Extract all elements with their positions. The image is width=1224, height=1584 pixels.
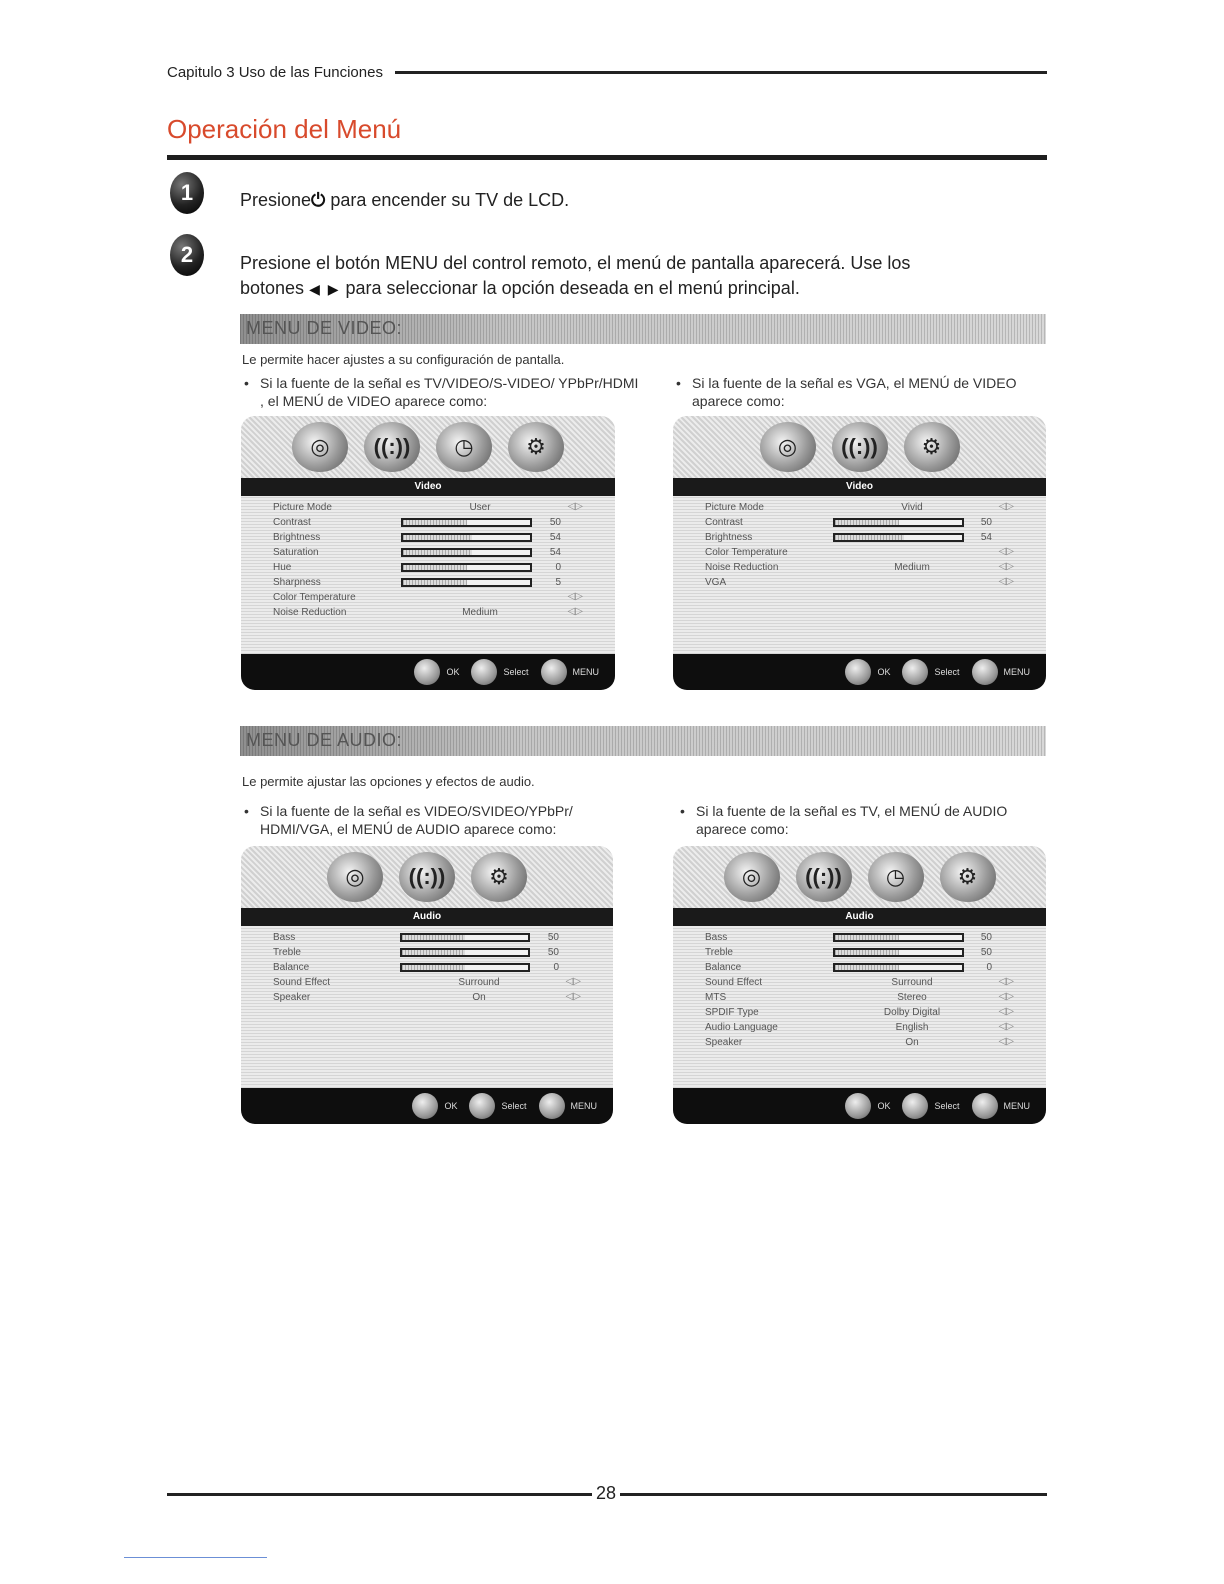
osd-row-label: Contrast: [705, 517, 743, 528]
osd-body: [241, 926, 613, 1088]
osd-slider-fill: [403, 550, 472, 555]
step-2-line2-before: botones: [240, 278, 305, 298]
osd-row-bass[interactable]: [273, 930, 583, 946]
footer-rule-left: [167, 1493, 592, 1496]
bullet-dot: •: [244, 375, 249, 391]
osd-audio-menu-tv: [673, 846, 1046, 1124]
chapter-rule: [395, 71, 1047, 74]
menu-button-icon: [539, 1093, 565, 1119]
osd-row-number: 0: [986, 962, 992, 973]
audio-section-heading: MENU DE AUDIO:: [246, 730, 403, 750]
left-right-arrows-icon: ◁▷: [567, 501, 583, 512]
video-section-desc: Le permite hacer ajustes a su configuración de pantalla.: [242, 352, 565, 367]
osd-audio-menu-av: [241, 846, 613, 1124]
osd-row-value: Stereo: [897, 992, 927, 1003]
osd-row-label: VGA: [705, 577, 727, 588]
osd-row-value: English: [895, 1022, 929, 1033]
audio-bullet-left: [244, 802, 640, 838]
picture-icon: ◎: [760, 422, 816, 472]
ok-button-icon: [845, 1093, 871, 1119]
osd-slider[interactable]: [401, 533, 532, 542]
osd-row-label: Contrast: [273, 517, 311, 528]
osd-row-value: Dolby Digital: [883, 1007, 941, 1018]
osd-slider-fill: [835, 965, 899, 970]
osd-row-label: Speaker: [273, 992, 311, 1003]
osd-title: Audio: [241, 908, 613, 926]
osd-row-sound-effect[interactable]: [273, 975, 583, 991]
chapter-title: Capitulo 3 Uso de las Funciones: [167, 63, 383, 81]
left-right-arrows-icon: ◁▷: [567, 606, 583, 617]
left-right-arrows-icon: ◁▷: [998, 576, 1014, 587]
osd-row-contrast[interactable]: [705, 515, 1016, 531]
osd-video-menu-tv: [241, 416, 615, 690]
picture-icon: ◎: [724, 852, 780, 902]
step-2-line1: Presione el botón MENU del control remoto, el menú de pantalla aparecerá. Use los: [240, 253, 911, 273]
osd-slider[interactable]: [833, 518, 964, 527]
osd-row-color-temperature[interactable]: [705, 545, 1016, 561]
osd-slider-fill: [835, 950, 899, 955]
osd-row-treble[interactable]: [273, 945, 583, 961]
step-2-text: [240, 251, 1030, 302]
osd-row-number: 50: [549, 517, 561, 528]
osd-row-number: 50: [980, 932, 992, 943]
osd-row-label: Saturation: [273, 547, 319, 558]
osd-row-noise-reduction[interactable]: [705, 560, 1016, 576]
osd-row-label: Brightness: [273, 532, 321, 543]
osd-row-label: Treble: [705, 947, 733, 958]
video-bullet-right-text: Si la fuente de la señal es VGA, el MENÚ de VIDEO aparece como:: [692, 375, 1017, 409]
menu-label: MENU: [1003, 1101, 1030, 1111]
osd-title: Audio: [673, 908, 1046, 926]
osd-row-hue[interactable]: [273, 560, 585, 576]
osd-slider-fill: [403, 520, 467, 525]
osd-icon-strip: [673, 846, 1046, 908]
osd-slider[interactable]: [833, 933, 964, 942]
osd-footer: [241, 1088, 613, 1124]
left-right-arrows-icon: ◁▷: [567, 591, 583, 602]
osd-row-spdif-type[interactable]: [705, 1005, 1016, 1021]
audio-bullet-left-text: Si la fuente de la señal es VIDEO/SVIDEO/YPbPr/ HDMI/VGA, el MENÚ de AUDIO aparece como:: [260, 803, 573, 837]
osd-video-menu-vga: [673, 416, 1046, 690]
osd-row-value: User: [469, 502, 491, 513]
footer-rule-right: [620, 1493, 1047, 1496]
picture-icon: ◎: [292, 422, 348, 472]
left-right-arrows-icon: ◁▷: [998, 546, 1014, 557]
osd-title: Video: [673, 478, 1046, 496]
osd-row-label: Sharpness: [273, 577, 321, 588]
osd-row-brightness[interactable]: [705, 530, 1016, 546]
osd-row-noise-reduction[interactable]: [273, 605, 585, 621]
sound-icon: ((:)): [364, 422, 420, 472]
osd-row-value: Medium: [894, 562, 930, 573]
osd-row-value: Surround: [891, 977, 933, 988]
osd-slider[interactable]: [400, 948, 530, 957]
chapter-header: [167, 60, 1047, 84]
osd-slider[interactable]: [400, 933, 530, 942]
left-right-arrows-icon: ◁▷: [998, 1006, 1014, 1017]
osd-row-picture-mode[interactable]: [273, 500, 585, 516]
setup-icon: ⚙: [508, 422, 564, 472]
osd-row-label: Color Temperature: [273, 592, 356, 603]
osd-slider-fill: [403, 535, 472, 540]
audio-section-desc: Le permite ajustar las opciones y efectos de audio.: [242, 774, 535, 789]
osd-row-number: 50: [980, 947, 992, 958]
osd-row-label: SPDIF Type: [705, 1007, 759, 1018]
osd-footer: [673, 1088, 1046, 1124]
osd-row-value: Surround: [458, 977, 500, 988]
osd-row-vga[interactable]: [705, 575, 1016, 591]
osd-row-sharpness[interactable]: [273, 575, 585, 591]
osd-row-number: 54: [549, 547, 561, 558]
bullet-dot: •: [244, 803, 249, 819]
video-bullet-left-text: Si la fuente de la señal es TV/VIDEO/S-VIDEO/ YPbPr/HDMI , el MENÚ de VIDEO aparece como:: [260, 375, 639, 409]
osd-slider-fill: [835, 935, 899, 940]
left-right-arrows-icon: ◁▷: [998, 1036, 1014, 1047]
step-2-badge: 2: [170, 234, 204, 276]
bullet-dot: •: [676, 375, 681, 391]
page-number: 28: [595, 1483, 617, 1503]
osd-body: [673, 496, 1046, 654]
osd-row-label: Noise Reduction: [273, 607, 347, 618]
setup-icon: ⚙: [940, 852, 996, 902]
select-button-icon: [902, 659, 928, 685]
left-right-arrows-icon: ◁▷: [998, 561, 1014, 572]
osd-row-value: On: [472, 992, 486, 1003]
osd-row-label: Hue: [273, 562, 292, 573]
step-2-line2: [240, 276, 1030, 302]
osd-row-label: Balance: [273, 962, 310, 973]
osd-row-contrast[interactable]: [273, 515, 585, 531]
osd-body: [241, 496, 615, 654]
osd-slider[interactable]: [401, 563, 532, 572]
select-label: Select: [934, 1101, 960, 1111]
osd-row-saturation[interactable]: [273, 545, 585, 561]
audio-section-band: [240, 726, 1046, 756]
osd-row-balance[interactable]: [273, 960, 583, 976]
left-right-arrows-icon: ◁▷: [565, 976, 581, 987]
sound-icon: ((:)): [796, 852, 852, 902]
osd-slider[interactable]: [833, 533, 964, 542]
osd-body: [673, 926, 1046, 1088]
osd-row-sound-effect[interactable]: [705, 975, 1016, 991]
osd-row-label: MTS: [705, 992, 727, 1003]
osd-row-value: Medium: [462, 607, 498, 618]
osd-row-brightness[interactable]: [273, 530, 585, 546]
bullet-dot: •: [680, 803, 685, 819]
sound-icon: ((:)): [399, 852, 455, 902]
osd-slider-fill: [402, 950, 465, 955]
setup-icon: ⚙: [904, 422, 960, 472]
select-button-icon: [902, 1093, 928, 1119]
ok-button-icon: [845, 659, 871, 685]
osd-row-label: Brightness: [705, 532, 753, 543]
step-1-before: Presione: [240, 190, 312, 210]
osd-row-label: Audio Language: [705, 1022, 778, 1033]
osd-row-mts[interactable]: [705, 990, 1016, 1006]
page-title: Operación del Menú: [167, 114, 402, 144]
osd-row-bass[interactable]: [705, 930, 1016, 946]
osd-footer: [673, 654, 1046, 690]
left-right-arrows-icon: ◁▷: [998, 991, 1014, 1002]
ok-label: OK: [444, 1101, 458, 1111]
osd-row-treble[interactable]: [705, 945, 1016, 961]
video-section-heading: MENU DE VIDEO:: [246, 318, 403, 338]
osd-row-label: Sound Effect: [273, 977, 331, 988]
menu-label: MENU: [1003, 667, 1030, 677]
osd-row-speaker[interactable]: [705, 1035, 1016, 1051]
audio-bullet-right: [680, 802, 1026, 838]
ok-button-icon: [414, 659, 440, 685]
osd-row-number: 50: [980, 517, 992, 528]
left-right-arrows-icon: ◀ ▶: [309, 281, 341, 297]
select-label: Select: [934, 667, 960, 677]
menu-button-icon: [972, 1093, 998, 1119]
osd-footer: [241, 654, 615, 690]
osd-row-label: Balance: [705, 962, 742, 973]
osd-row-label: Speaker: [705, 1037, 743, 1048]
select-label: Select: [501, 1101, 527, 1111]
osd-row-label: Bass: [705, 932, 728, 943]
step-1-after: para encender su TV de LCD.: [330, 190, 570, 210]
clock-icon: ◷: [436, 422, 492, 472]
left-right-arrows-icon: ◁▷: [998, 976, 1014, 987]
osd-slider[interactable]: [401, 518, 532, 527]
osd-row-value: On: [905, 1037, 919, 1048]
step-1-text: [240, 188, 569, 213]
osd-slider-fill: [835, 520, 899, 525]
left-right-arrows-icon: ◁▷: [998, 1021, 1014, 1032]
osd-row-label: Color Temperature: [705, 547, 788, 558]
osd-row-speaker[interactable]: [273, 990, 583, 1006]
osd-title: Video: [241, 478, 615, 496]
osd-row-label: Picture Mode: [273, 502, 332, 513]
ok-label: OK: [877, 1101, 891, 1111]
osd-icon-strip: [241, 416, 615, 478]
ok-label: OK: [446, 667, 460, 677]
osd-row-label: Picture Mode: [705, 502, 764, 513]
step-1-badge: 1: [170, 172, 204, 214]
menu-button-icon: [541, 659, 567, 685]
select-label: Select: [503, 667, 529, 677]
osd-row-number: 50: [547, 947, 559, 958]
ok-button-icon: [412, 1093, 438, 1119]
step-2-line2-after: para seleccionar la opción deseada en el menú principal.: [345, 278, 800, 298]
osd-slider[interactable]: [400, 963, 530, 972]
osd-row-label: Noise Reduction: [705, 562, 779, 573]
osd-row-number: 5: [555, 577, 561, 588]
osd-row-balance[interactable]: [705, 960, 1016, 976]
clock-icon: ◷: [868, 852, 924, 902]
osd-slider[interactable]: [833, 963, 964, 972]
corner-line: [124, 1557, 267, 1558]
osd-slider-fill: [403, 565, 467, 570]
osd-row-number: 0: [553, 962, 559, 973]
osd-slider-fill: [403, 580, 467, 585]
audio-bullet-right-text: Si la fuente de la señal es TV, el MENÚ de AUDIO aparece como:: [696, 803, 1008, 837]
osd-row-number: 0: [555, 562, 561, 573]
osd-row-number: 50: [547, 932, 559, 943]
menu-button-icon: [972, 659, 998, 685]
osd-icon-strip: [241, 846, 613, 908]
sound-icon: ((:)): [832, 422, 888, 472]
osd-row-number: 54: [980, 532, 992, 543]
osd-slider-fill: [402, 935, 465, 940]
osd-row-value: Vivid: [901, 502, 923, 513]
video-bullet-left: [244, 374, 640, 410]
menu-label: MENU: [572, 667, 599, 677]
video-section-band: [240, 314, 1046, 344]
osd-slider[interactable]: [401, 578, 532, 587]
osd-slider-fill: [835, 535, 904, 540]
osd-row-color-temperature[interactable]: [273, 590, 585, 606]
left-right-arrows-icon: ◁▷: [998, 501, 1014, 512]
osd-slider[interactable]: [401, 548, 532, 557]
osd-icon-strip: [673, 416, 1046, 478]
setup-icon: ⚙: [471, 852, 527, 902]
osd-row-label: Treble: [273, 947, 301, 958]
osd-row-label: Bass: [273, 932, 296, 943]
osd-slider-fill: [402, 965, 465, 970]
select-button-icon: [471, 659, 497, 685]
picture-icon: ◎: [327, 852, 383, 902]
osd-slider[interactable]: [833, 948, 964, 957]
left-right-arrows-icon: ◁▷: [565, 991, 581, 1002]
menu-label: MENU: [570, 1101, 597, 1111]
ok-label: OK: [877, 667, 891, 677]
osd-row-number: 54: [549, 532, 561, 543]
osd-row-picture-mode[interactable]: [705, 500, 1016, 516]
title-rule: [167, 155, 1047, 160]
video-bullet-right: [676, 374, 1032, 410]
power-icon: ⏻: [311, 190, 326, 210]
select-button-icon: [469, 1093, 495, 1119]
osd-row-audio-language[interactable]: [705, 1020, 1016, 1036]
osd-row-label: Sound Effect: [705, 977, 763, 988]
